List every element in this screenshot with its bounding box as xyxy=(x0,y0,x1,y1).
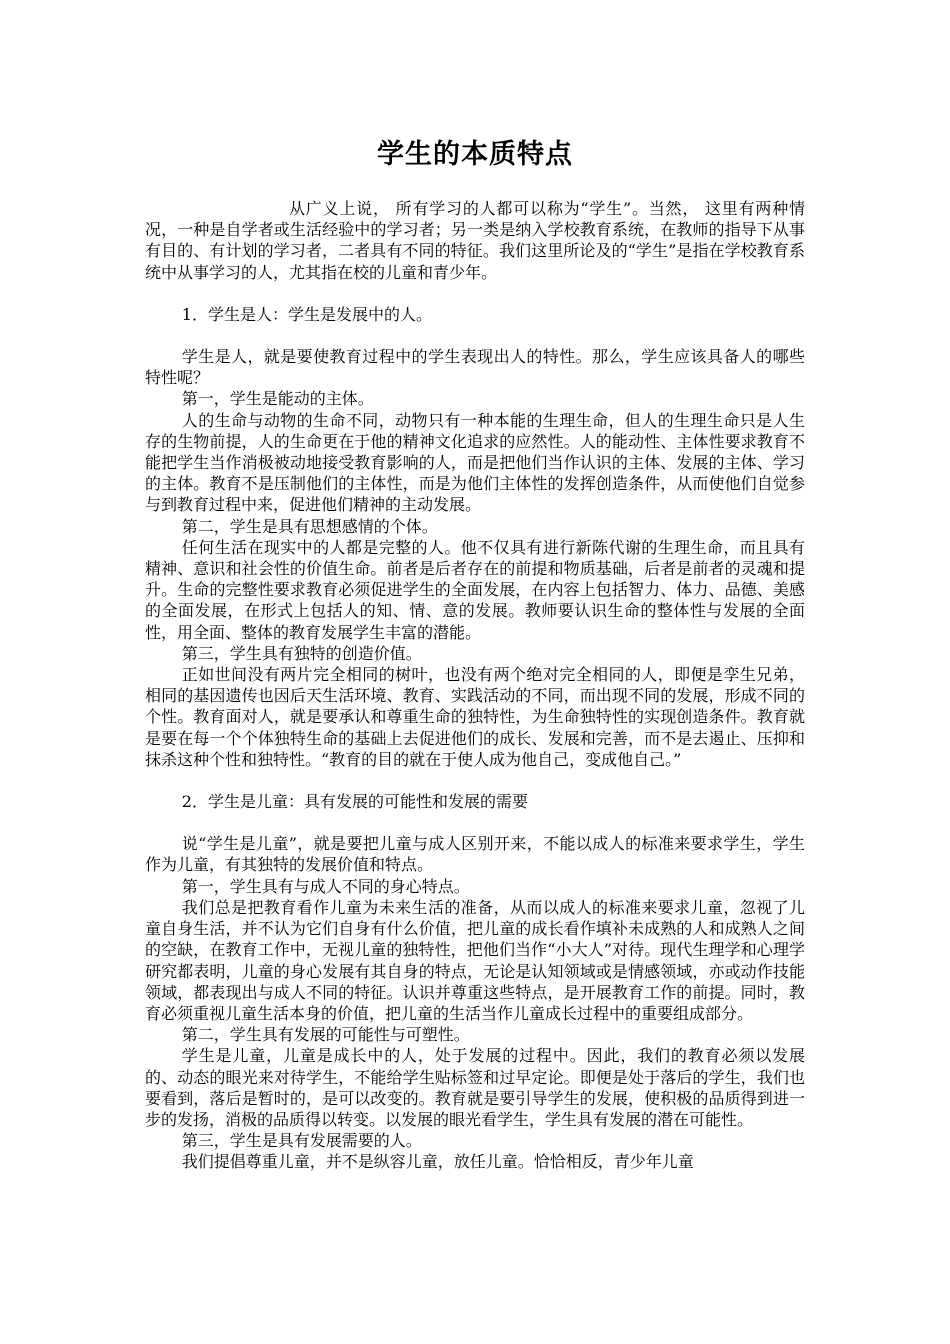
section-heading-2: 2．学生是儿童：具有发展的可能性和发展的需要 xyxy=(181,792,528,812)
paragraph: 人的生命与动物的生命不同，动物只有一种本能的生理生命，但人的生理生命只是人生存的生物前提，人的生命更在于他的精神文化追求的应然性。人的能动性、主体性要求教育不能把学生当作消极被动地接受教育影响的人，而是把他们当作认识的主体、发展的主体、学习的主体。教育不是压制他们的主体性，而是为他们主体性的发挥创造条件，从而使他们自觉参与到教育过程中来，促进他们精神的主动发展。 xyxy=(145,410,805,515)
paragraph: 任何生活在现实中的人都是完整的人。他不仅具有进行新陈代谢的生理生命，而且具有精神、意识和社会性的价值生命。前者是后者存在的前提和物质基础，后者是前者的灵魂和提升。生命的完整性要求教育必须促进学生的全面发展，在内容上包括智力、体力、品德、美感的全面发展，在形式上包括人的知、情、意的发展。教师要认识生命的整体性与发展的全面性，用全面、整体的教育发展学生丰富的潜能。 xyxy=(145,537,805,642)
subpoint-heading: 第三，学生具有独特的创造价值。 xyxy=(181,643,422,663)
paragraph: 说“学生是儿童”，就是要把儿童与成人区别开来，不能以成人的标准来要求学生，学生作为儿童，有其独特的发展价值和特点。 xyxy=(145,834,805,875)
paragraph: 学生是人，就是要使教育过程中的学生表现出人的特性。那么，学生应该具备人的哪些特性呢？ xyxy=(145,347,805,388)
paragraph: 正如世间没有两片完全相同的树叶，也没有两个绝对完全相同的人，即便是孪生兄弟，相同的基因遗传也因后天生活环境、教育、实践活动的不同，而出现不同的发展，形成不同的个性。教育面对人，就是要承认和尊重生命的独特性，为生命独特性的实现创造条件。教育就是要在每一个个体独特生命的基础上去促进他们的成长、发展和完善，而不是去遏止、压抑和抹杀这种个性和独特性。“教育的目的就在于使人成为他自己，变成他自己。” xyxy=(145,665,805,769)
paragraph: 我们提倡尊重儿童，并不是纵容儿童，放任儿童。恰恰相反，青少年儿童 xyxy=(181,1152,694,1172)
section-heading-1: 1．学生是人：学生是发展中的人。 xyxy=(181,304,432,324)
document-body xyxy=(145,198,805,1173)
paragraph: 学生是儿童，儿童是成长中的人，处于发展的过程中。因此，我们的教育必须以发展的、动态的眼光来对待学生，不能给学生贴标签和过早定论。即便是处于落后的学生，我们也要看到，落后是暂时的，是可以改变的。教育就是要引导学生的发展，使积极的品质得到进一步的发扬，消极的品质得以转变。以发展的眼光看学生，学生具有发展的潜在可能性。 xyxy=(145,1046,805,1129)
subpoint-heading: 第三，学生是具有发展需要的人。 xyxy=(181,1131,422,1151)
paragraph: 我们总是把教育看作儿童为未来生活的准备，从而以成人的标准来要求儿童，忽视了儿童自身生活，并不认为它们自身有什么价值，把儿童的成长看作填补未成熟的人和成熟人之间的空缺，在教育工作中，无视儿童的独特性，把他们当作“小大人”对待。现代生理学和心理学研究都表明，儿童的身心发展有其自身的特点，无论是认知领域或是情感领域，亦或动作技能领域，都表现出与成人不同的特征。认识并尊重这些特点，是开展教育工作的前提。同时，教育必须重视儿童生活本身的价值，把儿童的生活当作儿童成长过程中的重要组成部分。 xyxy=(145,897,805,1023)
subpoint-heading: 第二，学生是具有思想感情的个体。 xyxy=(181,516,438,536)
document-title: 学生的本质特点 xyxy=(377,139,573,170)
subpoint-heading: 第一，学生具有与成人不同的身心特点。 xyxy=(181,876,470,896)
subpoint-heading: 第一，学生是能动的主体。 xyxy=(181,389,374,409)
intro-paragraph: 从广义上说， 所有学习的人都可以称为“学生”。当然， 这里有两种情况，一种是自学者或生活经验中的学习者；另一类是纳入学校教育系统，在教师的指导下从事有目的、有计划的学习者，二者具有不同的特征。我们这里所论及的“学生”是指在学校教育系统中从事学习的人，尤其指在校的儿童和青少年。 xyxy=(145,199,805,282)
subpoint-heading: 第二，学生具有发展的可能性与可塑性。 xyxy=(181,1025,470,1045)
